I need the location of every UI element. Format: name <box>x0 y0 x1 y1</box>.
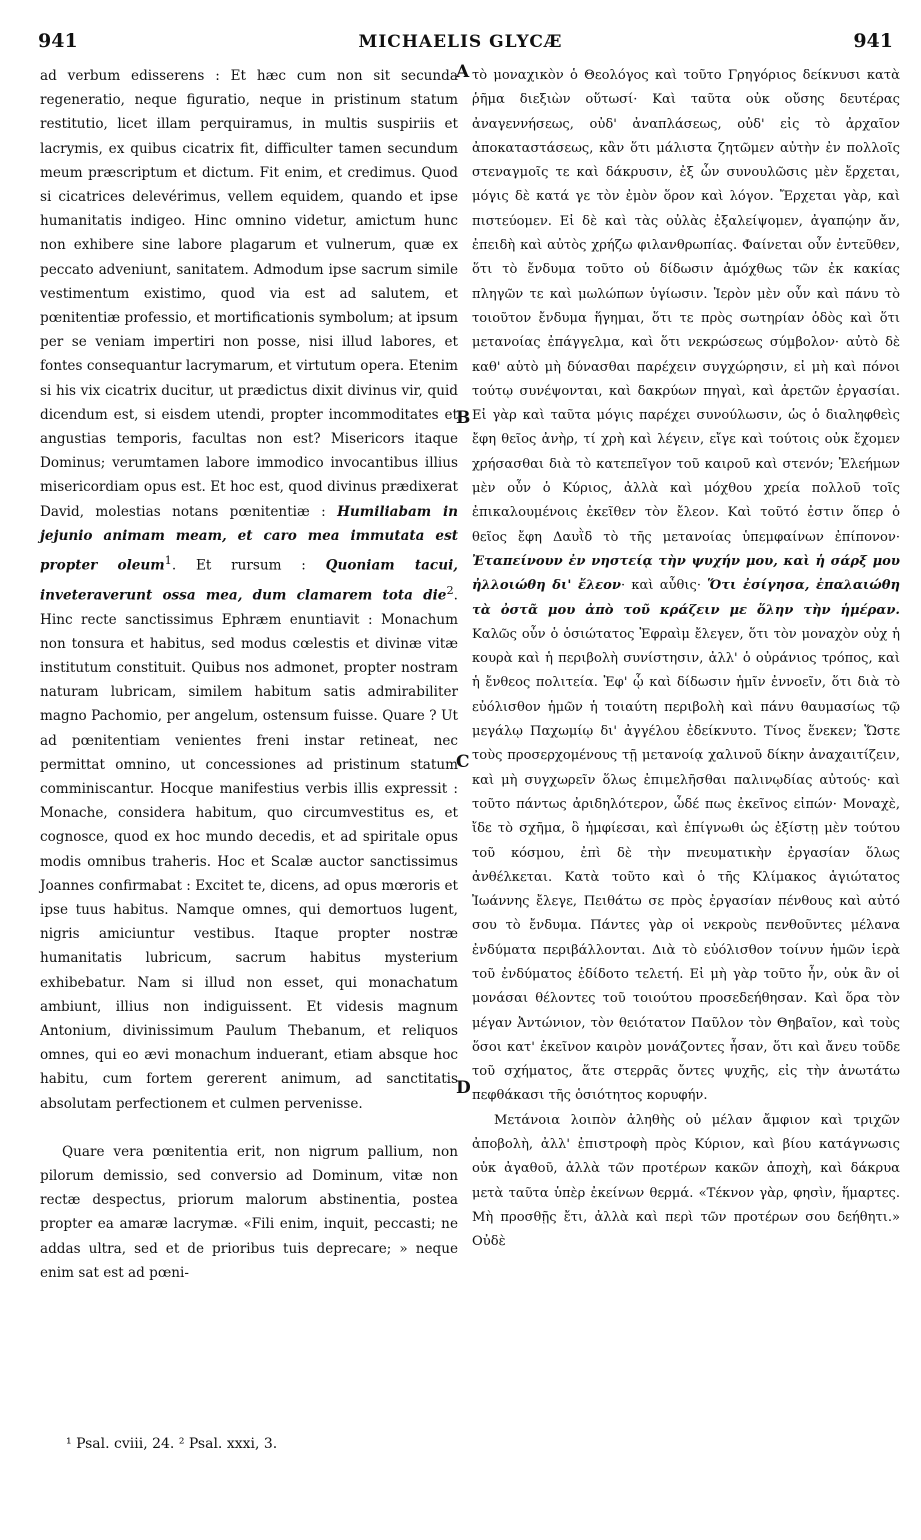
margin-letter-d: D <box>456 1078 471 1098</box>
latin-column <box>40 64 458 1285</box>
latin-text-1: ad verbum edisserens : Et hæc cum non sit secunda regeneratio, neque figuratio, neque in pristinum statum restitutio, licet illam perquiramus, in multis suspiriis et lacrymis, ex quibus cicatrix fit, difficulter tamen secundum meum præscriptum et dictum. Fit enim, et credimus. Quod si cicatrices delevérimus, vellem equidem, quando et ipse humanitatis indigeo. Hinc omnino videtur, amictum hunc non exhibere sine labore plagarum et vulnerum, quæ ex peccato adveniunt, sanitatem. Admodum ipse sacrum simile vestimentum existimo, quod via est ad salutem, et pœnitentiæ professio, et mortificationis symbolum; at ipsum per se veniam impertiri non posse, nisi illud labores, et fontes consequantur lacrymarum, et virtutum opera. Etenim si his vix cicatrix ducitur, ut prædictus dixit divinus vir, quid dicendum est, si eisdem utendi, propter incommoditates et angustias temporis, facultas non est? Misericors itaque Dominus; verumtamen labore immodico invocantibus illius misericordiam opus est. Et hoc est, quod divinus prædixerat David, molestias notans pœnitentiæ : <box>40 68 458 520</box>
greek-paragraph-1 <box>472 64 900 1109</box>
greek-quote-2: Ὅτι ἐσίγησα, ἐπαλαιώθη τὰ ὀστᾶ μου ἀπὸ τοῦ κράζειν με ὅλην τὴν ἡμέραν. <box>472 578 900 618</box>
running-title: MICHAELIS GLYCÆ <box>358 32 563 52</box>
margin-letter-a: A <box>456 62 470 82</box>
latin-quote-2: Quoniam tacui, inveteraverunt ossa mea, dum clamarem tota die <box>40 557 458 604</box>
page-header <box>0 30 921 56</box>
latin-text-1c: . Hinc recte sanctissimus Ephræm enuntiavit : Monachum non tonsura et habitus, sed modus cœlestis et divinæ vitæ institutum constituit. Quibus nos admonet, propter nostram naturam lubricam, similem habitum satis admirabiliter magno Pachomio, per angelum, ostensum fuisse. Quare ? Ut ad pœnitentiam venientes freni instar retineat, nec permittat omnino, ut concessiones ad pristinum statum comminiscantur. Hocque manifestius verbis illis expressit : Monache, considera habitum, quo circumvestitus es, et cognosce, quod ex hoc mundo decedis, et ad spiritale opus modis omnibus traheris. Hoc et Scalæ auctor sanctissimus Joannes confirmabat : Excitet te, dicens, ad opus mœroris et ipse tuus habitus. Namque omnes, qui demortuos lugent, nigris amiciuntur vestibus. Itaque propter nostræ humanitatis lubricum, sacrum habitus mysterium exhibebatur. Nam si illud non esset, qui monachatum ambiunt, illius non indiguissent. Et videsis magnum Antonium, divinissimum Paulum Thebanum, et reliquos omnes, qui eo ævi monachum induerant, etiam absque hoc habitu, cum fortem gererent animum, ad sanctitatis absolutam perfectionem et culmen pervenisse. <box>40 587 458 1112</box>
margin-letter-c: C <box>456 752 470 772</box>
latin-paragraph-2: Quare vera pœnitentia erit, non nigrum pallium, non pilorum demissio, sed conversio ad Dominum, vitæ non rectæ despectus, priorum malorum abstinentia, postea propter ea amaræ lacrymæ. «Fili enim, inquit, peccasti; ne addas ultra, sed et de prioribus tuis deprecare; » neque enim sat est ad pœni- <box>40 1143 458 1281</box>
latin-text-1b: . Et rursum : <box>171 557 306 574</box>
greek-column <box>472 64 900 1255</box>
greek-quote-1: Ἐταπείνουν ἐν νηστείᾳ τὴν ψυχήν μου, καὶ ἡ σάρξ μου ἠλλοιώθη δι' ἔλεον <box>472 553 900 594</box>
greek-text-1b: · καὶ αὖθις· <box>620 578 702 594</box>
latin-paragraph-1 <box>40 64 458 1116</box>
greek-text-1: τὸ μοναχικὸν ὁ Θεολόγος καὶ τοῦτο Γρηγόριος δείκνυσι κατὰ ῥῆμα διεξιὼν οὕτωσί· Καὶ ταῦτα οὐκ οὔσης δευτέρας ἀναγεννήσεως, οὐδ' ἀναπλάσεως, οὐδ' εἰς τὸ ἀρχαῖον ἀποκαταστάσεως, κἂν ὅτι μάλιστα ζητῶμεν αὐτὴν ἐν πολλοῖς στεναγμοῖς τε καὶ δάκρυσιν, ἐξ ὧν συνουλῶσις μὲν ἔρχεται, μόγις δὲ κατά γε τὸν ἐμὸν ὅρον καὶ λόγον. Ἔρχεται γὰρ, καὶ πιστεύομεν. Εἰ δὲ καὶ τὰς οὐλὰς ἐξαλείψομεν, ἀγαπῴην ἄν, ἐπειδὴ καὶ αὐτὸς χρήζω φιλανθρωπίας. Φαίνεται οὖν ἐντεῦθεν, ὅτι τὸ ἔνδυμα τοῦτο οὐ δίδωσιν ἀμόχθως τῶν ἐκ κακίας πληγῶν τε καὶ μωλώπων ὑγίωσιν. Ἱερὸν μὲν οὖν καὶ πάνυ τὸ τοιοῦτον ἔνδυμα ἥγημαι, ὅτι τε πρὸς σωτηρίαν ὁδὸς καὶ ὅτι μετανοίας ἐπάγγελμα, καὶ ὅτι νεκρώσεως σύμβολον· αὐτὸ δὲ καθ' αὑτὸ μὴ δύνασθαι παρέχειν συγχώρησιν, εἰ μὴ καὶ πόνοι τούτῳ συνέψονται, καὶ δακρύων πηγαὶ, καὶ ἀρετῶν ἐργασίαι. Εἰ γὰρ καὶ ταῦτα μόγις παρέχει συνούλωσιν, ὡς ὁ διαληφθεὶς ἔφη θεῖος ἀνὴρ, τί χρὴ καὶ λέγειν, εἴγε καὶ τούτοις οὐκ ἔχομεν χρήσασθαι διὰ τὸ κατεπεῖγον τοῦ καιροῦ καὶ στενόν; Ἐλεήμων μὲν οὖν ὁ Κύριος, ἀλλὰ καὶ μόχθου χρεία πολλοῦ τοῖς ἐπικαλουμένοις ἐκεῖθεν τὸν ἔλεον. Καὶ τοῦτό ἐστιν ὅπερ ὁ θεῖος ἔφη Δαυῒδ τὸ τῆς μετανοίας ὑπεμφαίνων ἐπίπονον· <box>472 68 900 545</box>
margin-letter-b: B <box>456 408 471 428</box>
greek-paragraph-2: Μετάνοια λοιπὸν ἀληθὴς οὐ μέλαν ἄμφιον καὶ τριχῶν ἀποβολὴ, ἀλλ' ἐπιστροφὴ πρὸς Κύριον, καὶ βίου κατάγνωσις οὐκ ἀγαθοῦ, ἀλλὰ τῶν προτέρων κακῶν ἀποχὴ, καὶ δάκρυα μετὰ ταῦτα ὑπὲρ ἐκείνων θερμά. «Τέκνον γὰρ, φησὶν, ἥμαρτες. Μὴ προσθῇς ἔτι, ἀλλὰ καὶ περὶ τῶν προτέρων σου δεήθητι.» Οὐδὲ <box>472 1112 900 1250</box>
footnote-ref-1: 1 <box>164 553 172 568</box>
page-number-left: 941 <box>38 30 78 52</box>
greek-text-1c: Καλῶς οὖν ὁ ὁσιώτατος Ἐφραὶμ ἔλεγεν, ὅτι τὸν μοναχὸν οὐχ ἡ κουρὰ καὶ ἡ περιβολὴ συνίστησιν, ἀλλ' ὁ οὐράνιος τρόπος, καὶ ἡ ἔνθεος πολιτεία. Ἐφ' ᾧ καὶ δίδωσιν ἡμῖν ἐννοεῖν, ὅτι διὰ τὸ εὐόλισθον ἡμῶν ἡ τοιαύτη περιβολὴ καὶ πάνυ θαυμασίως τῷ μεγάλῳ Παχωμίῳ δι' ἀγγέλου ἐδείκνυτο. Τίνος ἕνεκεν; Ὥστε τοὺς προσερχομένους τῇ μετανοίᾳ χαλινοῦ δίκην ἀναχαιτίζειν, καὶ μὴ συγχωρεῖν ὅλως ἐπιμελῆσθαι παλινῳδίας αὐτούς· καὶ τοῦτο πάντως ἀριδηλότερον, ὧδέ πως ἐκεῖνος εἰπών· Μοναχὲ, ἴδε τὸ σχῆμα, ὃ ἠμφίεσαι, καὶ ἐπίγνωθι ὡς ἐξίστῃ μὲν τούτου τοῦ κόσμου, ἐπὶ δὲ τὴν πνευματικὴν ἐργασίαν ὅλως ἀνθέλκεται. Κατὰ τοῦτο καὶ ὁ τῆς Κλίμακος ἁγιώτατος Ἰωάννης ἔλεγε, Πειθάτω σε πρὸς ἐργασίαν πένθους καὶ αὐτό σου τὸ ἔνδυμα. Πάντες γὰρ οἱ νεκροὺς πενθοῦντες μέλανα ἐνδύματα περιβάλλονται. Διὰ τὸ εὐόλισθον τοίνυν ἡμῶν ἱερὰ τοῦ ἐνδύματος ἐδίδοτο τελετή. Εἰ μὴ γὰρ τοῦτο ἦν, οὐκ ἂν οἱ μονάσαι θέλοντες τοῦ τοιούτου προσεδεήθησαν. Καὶ ὅρα τὸν μέγαν Ἀντώνιον, τὸν θειότατον Παῦλον τὸν Θηβαῖον, καὶ τοὺς ὅσοι κατ' ἐκεῖνον καιρὸν μονάζοντες ἦσαν, ὅτι καὶ ἄνευ τοῦδε τοῦ σχήματος, ἅτε στερρᾶς ὄντες ψυχῆς, εἰς τὴν ἀνωτάτω πεφθάκασι τῆς ὁσιότητος κορυφήν. <box>472 626 900 1104</box>
latin-quote-1: Humiliabam in jejunio animam meam, et caro mea immutata est propter oleum <box>40 503 458 574</box>
footnotes: ¹ Psal. cviii, 24. ² Psal. xxxi, 3. <box>66 1436 278 1452</box>
page-number-right: 941 <box>853 30 893 52</box>
footnote-ref-2: 2 <box>446 582 454 597</box>
